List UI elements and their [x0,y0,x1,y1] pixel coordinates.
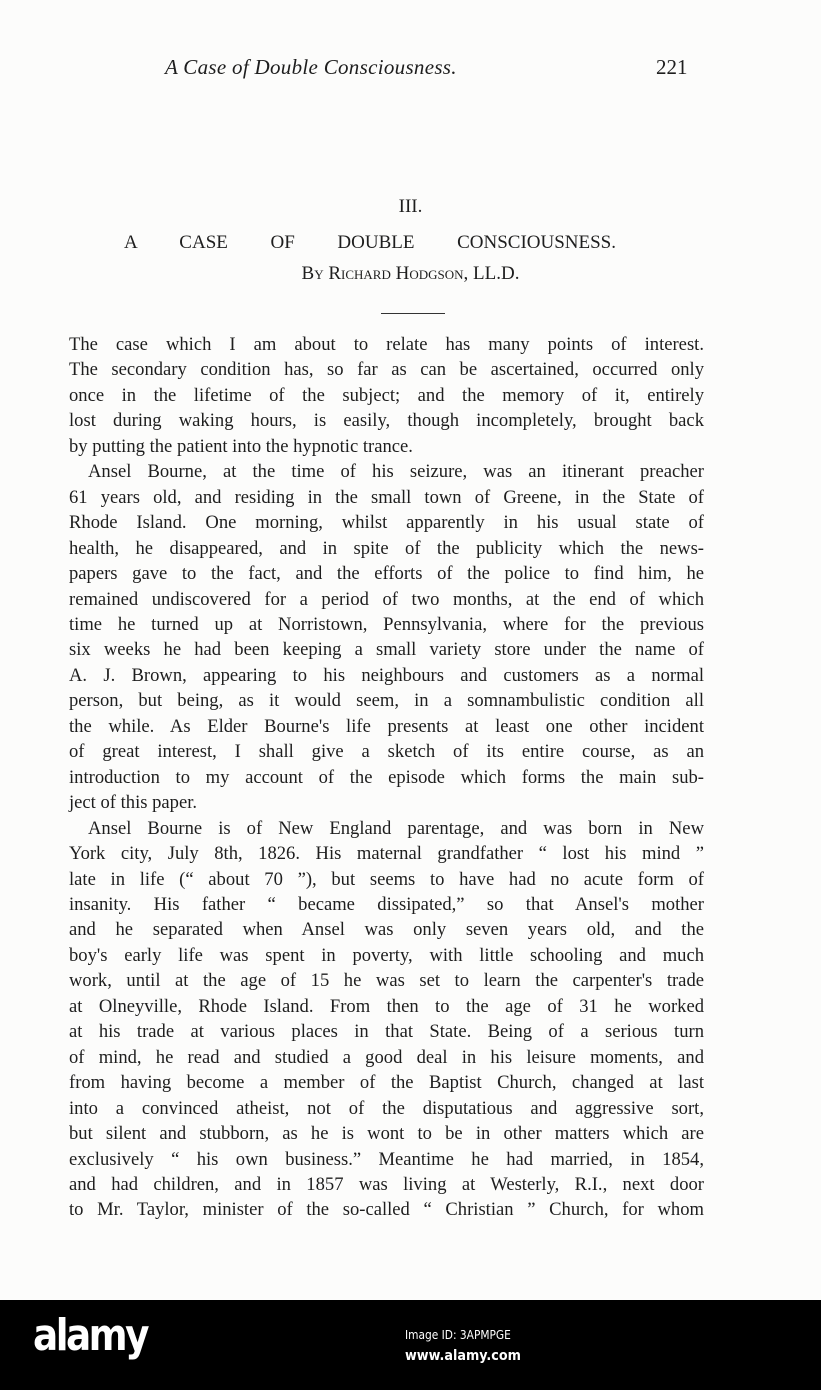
text-line: lost during waking hours, is easily, though incompletely, brought back [69,410,704,432]
text-line: into a convinced atheist, not of the disputatious and aggressive sort, [69,1097,704,1119]
text-line: but silent and stubborn, as he is wont to be in other matters which are [69,1123,704,1145]
text-line: late in life (“ about 70 ”), but seems to have had no acute form of [69,868,704,890]
text-line: of mind, he read and studied a good deal in his leisure moments, and [69,1046,704,1068]
text-line: at his trade at various places in that State. Being of a serious turn [69,1021,704,1043]
text-line: work, until at the age of 15 he was set to learn the carpenter's trade [69,970,704,992]
section-number: III. [398,196,423,217]
text-line: by putting the patient into the hypnotic trance. [69,435,413,457]
text-line: Ansel Bourne is of New England parentage, and was born in New [88,817,704,839]
text-line: The case which I am about to relate has many points of interest. [69,334,704,355]
article-title: A CASE OF DOUBLE CONSCIOUSNESS. [124,232,616,253]
text-line: from having become a member of the Baptist Church, changed at last [69,1072,704,1094]
text-line: papers gave to the fact, and the efforts of the police to find him, he [69,563,704,585]
text-line: of great interest, I shall give a sketch of its entire course, as an [69,741,704,763]
title-divider [381,313,445,314]
alamy-logo: alamy [33,1310,147,1361]
byline-author: Richard Hodgson [328,263,464,284]
text-line: boy's early life was spent in poverty, with little schooling and much [69,944,704,966]
text-line: to Mr. Taylor, minister of the so-called “ Christian ” Church, for whom [69,1199,704,1221]
watermark-bar [0,1300,821,1390]
byline-suffix: , LL.D. [463,263,520,284]
text-line: ject of this paper. [69,792,198,814]
byline-prefix: By [301,263,329,284]
text-line: at Olneyville, Rhode Island. From then to the age of 31 he worked [69,995,704,1017]
text-line: the while. As Elder Bourne's life presents at least one other incident [69,715,704,737]
site-url: www.alamy.com [405,1348,521,1364]
text-line: remained undiscovered for a period of two months, at the end of which [69,588,704,610]
text-line: insanity. His father “ became dissipated,” so that Ansel's mother [69,893,704,915]
text-line: introduction to my account of the episode which forms the main sub- [69,766,704,788]
text-line: exclusively “ his own business.” Meantime he had married, in 1854, [69,1148,704,1170]
text-line: time he turned up at Norristown, Pennsylvania, where for the previous [69,613,704,635]
text-line: York city, July 8th, 1826. His maternal grandfather “ lost his mind ” [69,843,704,865]
text-line: The secondary condition has, so far as can be ascertained, occurred only [69,359,704,381]
text-line: and he separated when Ansel was only seven years old, and the [69,919,704,941]
text-line: Ansel Bourne, at the time of his seizure, was an itinerant preacher [88,461,704,483]
text-line: health, he disappeared, and in spite of the publicity which the news- [69,537,704,559]
text-line: once in the lifetime of the subject; and the memory of it, entirely [69,384,704,406]
byline [0,263,821,285]
text-line: person, but being, as it would seem, in a somnambulistic condition all [69,690,704,712]
text-line: six weeks he had been keeping a small variety store under the name of [69,639,704,661]
image-id: Image ID: 3APMPGE [405,1327,511,1342]
page-number: 221 [656,55,688,79]
text-line: and had children, and in 1857 was living at Westerly, R.I., next door [69,1173,704,1195]
body-text [69,332,704,1223]
running-title: A Case of Double Consciousness. [165,55,457,79]
text-line: 61 years old, and residing in the small town of Greene, in the State of [69,486,704,508]
text-line: Rhode Island. One morning, whilst apparently in his usual state of [69,512,704,534]
text-line: A. J. Brown, appearing to his neighbours and customers as a normal [69,664,704,686]
